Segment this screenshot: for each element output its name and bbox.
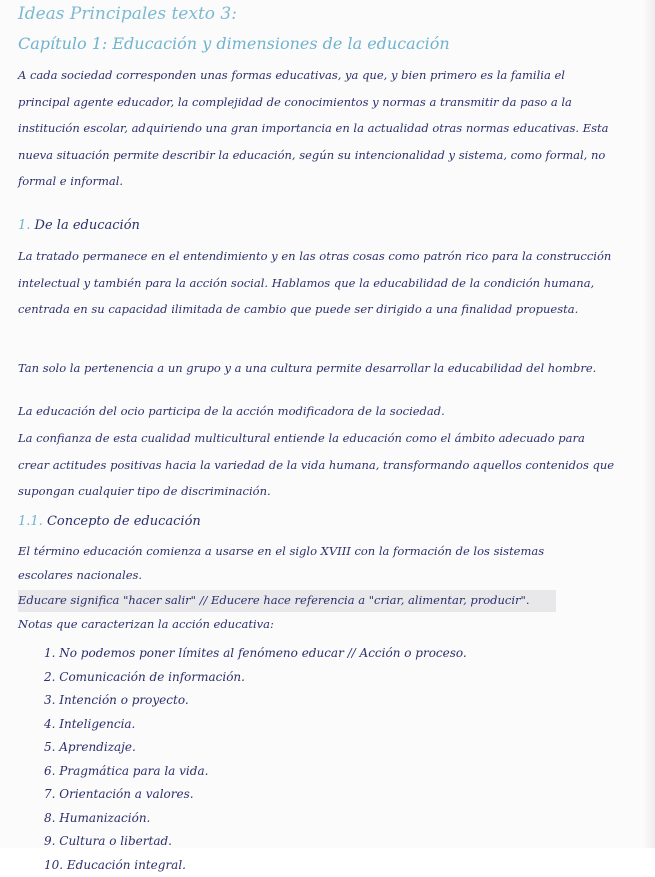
section-1-title: De la educación (35, 218, 140, 233)
section-1-paragraph-1: La tratado permanece en el entendimiento y en las otras cosas como patrón rico para la construcción intelectual y también para la acción social. Hablamos que la educabilidad de la condición humana, centrada en su capacidad ilimitada de cambio que puede ser dirigido a una finalidad propuesta. (18, 243, 618, 323)
concept-line-1: El término educación comienza a usarse en el siglo XVIII con la formación de los sistemas (18, 544, 628, 558)
section-1-paragraph-2: Tan solo la pertenencia a un grupo y a una cultura permite desarrollar la educabilidad del hombre. (18, 355, 618, 382)
list-item: 10. Educación integral. (44, 854, 467, 877)
page-edge-shadow (643, 0, 655, 848)
list-item: 5. Aprendizaje. (44, 736, 467, 760)
list-item: 8. Humanización. (44, 807, 467, 831)
section-1-1-title: Concepto de educación (47, 514, 201, 529)
list-item: 4. Inteligencia. (44, 713, 467, 737)
chapter-heading: Capítulo 1: Educación y dimensiones de la educación (18, 34, 450, 53)
list-item: 1. No podemos poner límites al fenómeno educar // Acción o proceso. (44, 642, 467, 666)
list-item: 9. Cultura o libertad. (44, 830, 467, 854)
concept-line-2: escolares nacionales. (18, 568, 628, 582)
section-1-paragraph-4: La confianza de esta cualidad multicultural entiende la educación como el ámbito adecuado para crear actitudes positivas hacia la variedad de la vida humana, transformando aquellos contenidos que supongan cualquier tipo de discriminación. (18, 425, 618, 505)
section-1-1-heading (18, 514, 201, 529)
educational-action-notes-list (44, 642, 467, 877)
section-1-heading (18, 218, 140, 233)
etymology-line: Educare significa "hacer salir" // Educere hace referencia a "criar, alimentar, producir". (18, 593, 628, 607)
section-1-number: 1. (18, 218, 30, 233)
list-item: 7. Orientación a valores. (44, 783, 467, 807)
list-item: 3. Intención o proyecto. (44, 689, 467, 713)
list-item: 6. Pragmática para la vida. (44, 760, 467, 784)
notes-intro-line: Notas que caracterizan la acción educativa: (18, 617, 628, 631)
list-item: 2. Comunicación de información. (44, 666, 467, 690)
intro-paragraph: A cada sociedad corresponden unas formas educativas, ya que, y bien primero es la familia el principal agente educador, la complejidad de conocimientos y normas a transmitir da paso a la institución escolar, adquiriendo una gran importancia en la actualidad otras normas educativas. Esta nueva situación permite describir la educación, según su intencionalidad y sistema, como formal, no formal e informal. (18, 62, 618, 195)
section-1-1-number: 1.1. (18, 514, 43, 529)
page-title: Ideas Principales texto 3: (18, 4, 237, 24)
section-1-paragraph-3: La educación del ocio participa de la acción modificadora de la sociedad. (18, 398, 618, 425)
